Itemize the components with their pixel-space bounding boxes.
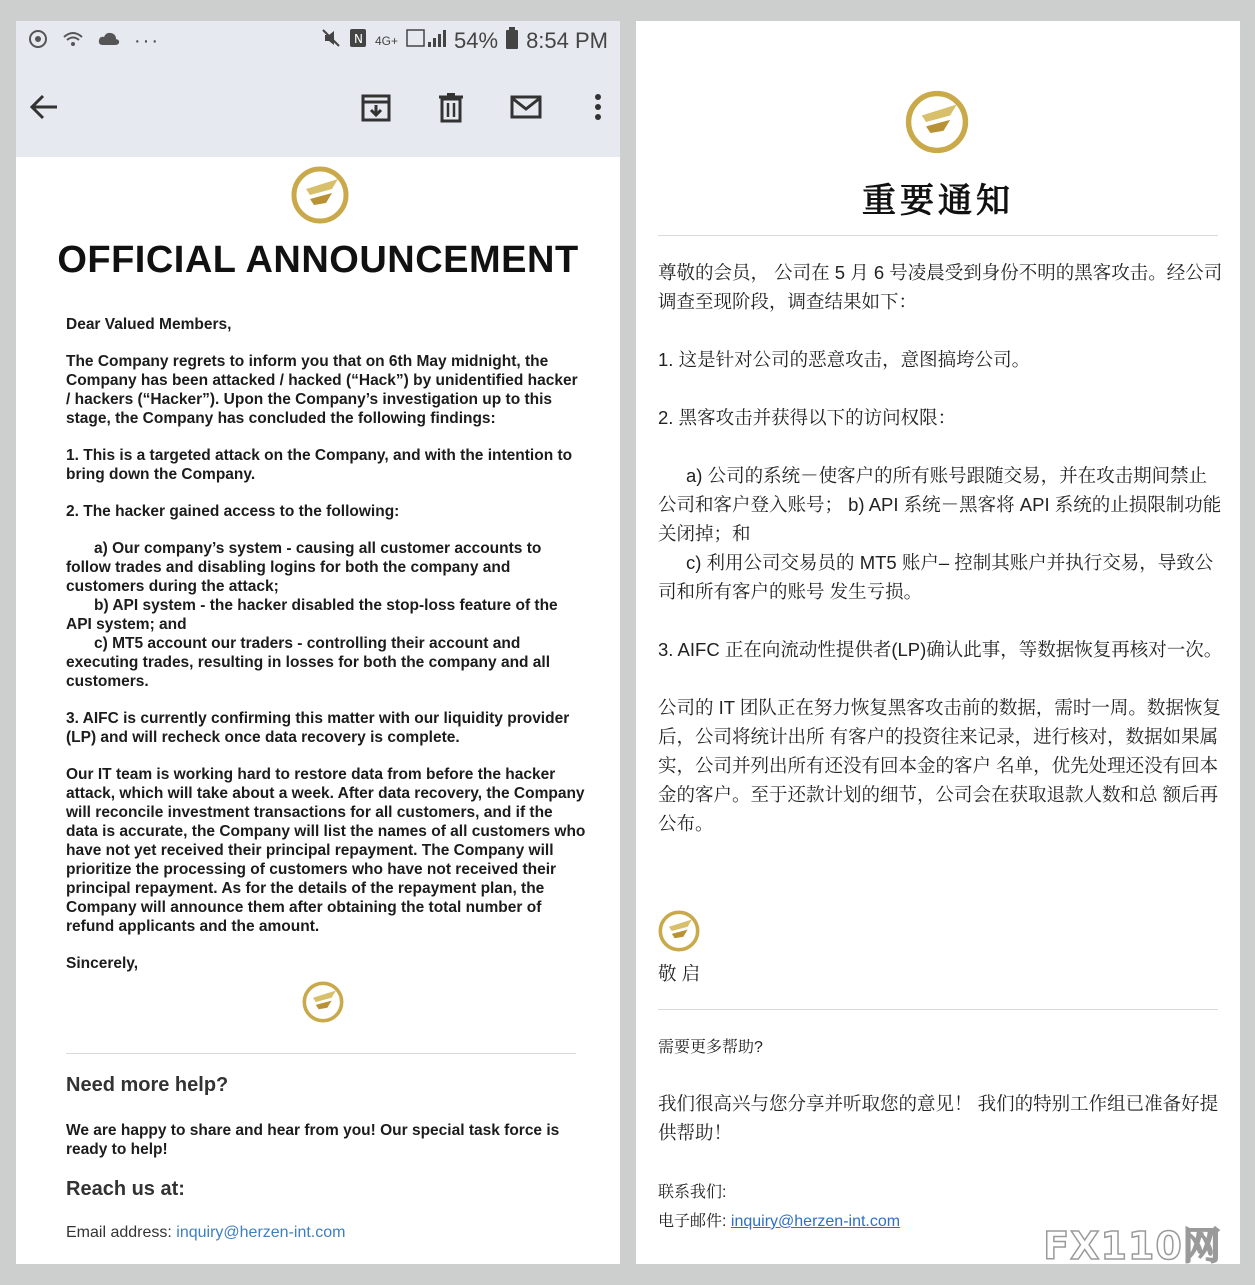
company-logo-icon bbox=[288, 163, 352, 232]
chrome-icon bbox=[28, 29, 48, 54]
mail-icon[interactable] bbox=[506, 87, 546, 127]
english-email-screenshot bbox=[16, 21, 620, 1264]
cn-item-2a: a) 公司的系统－使客户的所有账号跟随交易，并在攻击期间禁止公司和客户登入账号； b) API 系统－黑客将 API 系统的止损限制功能关闭掉；和 bbox=[658, 465, 1222, 544]
finding-2a: a) Our company’s system - causing all customer accounts to follow trades and disabling logins for both the company and customers during the attack; bbox=[66, 540, 542, 595]
watermark-logo: FX110网 bbox=[1043, 1224, 1222, 1268]
network-type: 4G+ bbox=[375, 34, 399, 48]
battery-percent: 54% bbox=[454, 28, 499, 53]
cloud-icon bbox=[98, 31, 120, 52]
email-link[interactable]: inquiry@herzen-int.com bbox=[176, 1224, 346, 1241]
cn-sign-off: 敬 启 bbox=[658, 963, 701, 984]
svg-text:N: N bbox=[354, 32, 363, 46]
cn-item-2c: c) 利用公司交易员的 MT5 账户– 控制其账户并执行交易，导致公司和所有客户的账号 发生亏损。 bbox=[658, 552, 1214, 602]
back-arrow-icon[interactable] bbox=[24, 87, 64, 127]
archive-icon[interactable] bbox=[356, 87, 396, 127]
cn-item-3: 3. AIFC 正在向流动性提供者(LP)确认此事，等数据恢复再核对一次。 bbox=[658, 639, 1223, 660]
it-team-paragraph: Our IT team is working hard to restore data from before the hacker attack, which will take about a week. After data recovery, the Company will reconcile investment transactions for all customers, and if the data is accurate, the Company will list the names of all customers who have not yet received their principal repayment. The Company will prioritize the processing of customers who have not received their principal repayment. As for the details of the repayment plan, the Company will announce them after obtaining the total number of refund applicants and the amount. bbox=[66, 766, 586, 935]
company-logo-icon bbox=[902, 87, 972, 162]
notice-title: 重要通知 bbox=[862, 182, 1014, 220]
reach-title: Reach us at: bbox=[66, 1178, 185, 1200]
signal-icon bbox=[406, 28, 446, 54]
title-divider bbox=[658, 235, 1218, 236]
more-vert-icon[interactable] bbox=[578, 87, 618, 127]
footer-divider bbox=[66, 1053, 576, 1054]
clock: 8:54 PM bbox=[526, 28, 608, 53]
cn-email-link[interactable]: inquiry@herzen-int.com bbox=[730, 1213, 901, 1230]
signature-logo-icon bbox=[656, 908, 702, 959]
announcement-body bbox=[66, 315, 586, 973]
delete-icon[interactable] bbox=[431, 87, 471, 127]
help-text: We are happy to share and hear from you! Our special task force is ready to help! bbox=[66, 1122, 560, 1158]
finding-3: 3. AIFC is currently confirming this matter with our liquidity provider (LP) and will recheck once data recovery is complete. bbox=[66, 710, 570, 746]
footer-divider bbox=[658, 1009, 1218, 1010]
cn-item-2: 2. 黑客攻击并获得以下的访问权限： bbox=[658, 407, 957, 428]
mute-icon bbox=[321, 28, 341, 54]
greeting: Dear Valued Members, bbox=[66, 316, 232, 333]
email-label: Email address: bbox=[66, 1224, 172, 1241]
more-notifications-icon: ··· bbox=[134, 30, 160, 52]
wifi-icon bbox=[62, 30, 84, 53]
nfc-icon bbox=[349, 28, 367, 54]
finding-2c: c) MT5 account our traders - controlling their account and executing trades, resulting in losses for both the company and all customers. bbox=[66, 635, 551, 690]
announcement-headline: OFFICIAL ANNOUNCEMENT bbox=[57, 239, 579, 281]
battery-icon bbox=[506, 27, 518, 55]
chinese-notice-screenshot bbox=[636, 21, 1240, 1268]
cn-help-text: 我们很高兴与您分享并听取您的意见！ 我们的特别工作组已准备好提供帮助！ bbox=[658, 1093, 1219, 1143]
status-bar bbox=[16, 21, 620, 65]
cn-contact-title: 联系我们: bbox=[658, 1184, 727, 1201]
cn-item-1: 1. 这是针对公司的恶意攻击，意图搞垮公司。 bbox=[658, 349, 1031, 370]
finding-2b: b) API system - the hacker disabled the stop-loss feature of the API system; and bbox=[66, 597, 558, 633]
help-title: Need more help? bbox=[66, 1074, 229, 1096]
footer-logo-icon bbox=[300, 979, 346, 1030]
sign-off: Sincerely, bbox=[66, 955, 139, 972]
email-line bbox=[66, 1224, 345, 1242]
email-toolbar bbox=[16, 65, 620, 157]
cn-intro: 尊敬的会员， 公司在 5 月 6 号凌晨受到身份不明的黑客攻击。经公司调查至现阶段，调查结果如下： bbox=[658, 262, 1223, 312]
intro-paragraph: The Company regrets to inform you that on 6th May midnight, the Company has been attacked / hacked (“Hack”) by unidentified hacker / hackers (“Hacker”). Upon the Company’s investigation up to this stage, the Company has concluded the following findings: bbox=[66, 353, 578, 427]
notice-body bbox=[658, 258, 1223, 838]
finding-2: 2. The hacker gained access to the following: bbox=[66, 503, 400, 520]
cn-it-team: 公司的 IT 团队正在努力恢复黑客攻击前的数据，需时一周。数据恢复后，公司将统计出所 有客户的投资往来记录，进行核对，数据如果属实，公司并列出所有还没有回本金的客户 名单，优先处理还没有回本金的客户。至于还款计划的细节，公司会在获取退款人数和总 额后再公布。 bbox=[658, 697, 1221, 834]
cn-help-title: 需要更多帮助? bbox=[658, 1039, 763, 1056]
cn-email-label: 电子邮件: bbox=[658, 1213, 727, 1230]
finding-1: 1. This is a targeted attack on the Company, and with the intention to bring down the Company. bbox=[66, 447, 573, 483]
